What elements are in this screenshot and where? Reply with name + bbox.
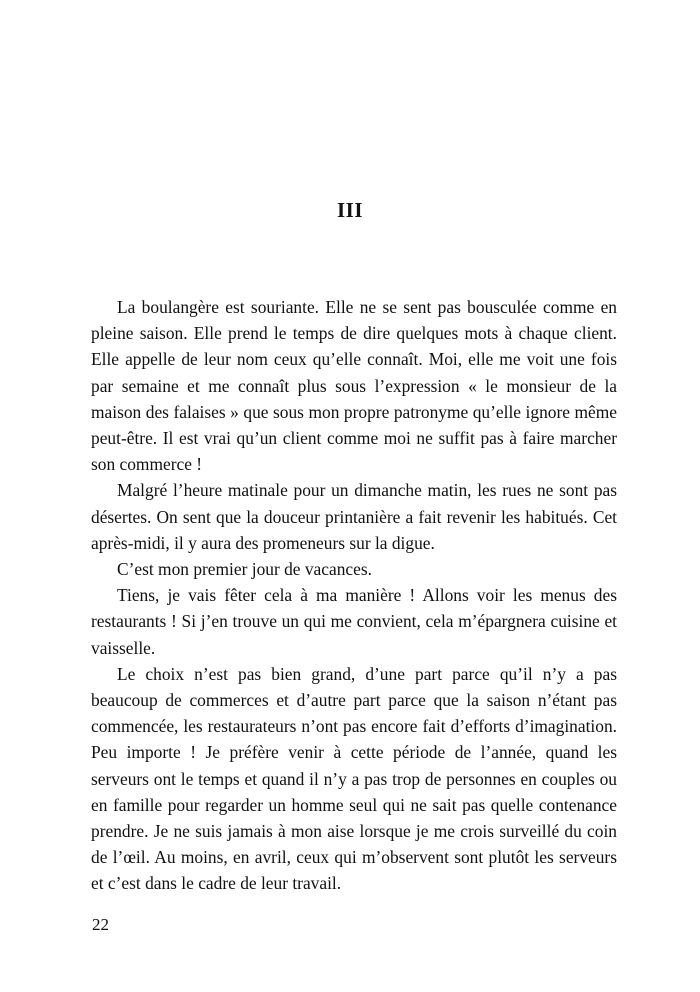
paragraph: Tiens, je vais fêter cela à ma manière ! Allons voir les menus des restaurants ! Si j’en trouve un qui me convient, cela m’épargnera cuisine et vaisselle. — [91, 585, 617, 658]
paragraph: Le choix n’est pas bien grand, d’une part parce qu’il n’y a pas beaucoup de commerces et d’autre part parce que la saison n’étant pas commencée, les restaurateurs n’ont pas encore fait d’efforts d’imagination. Peu importe ! Je préfère venir à cette période de l’année, quand les serveurs ont le temps et quand il n’y a pas trop de personnes en couples ou en famille pour regarder un homme seul qui ne sait pas quelle contenance prendre. Je ne suis jamais à mon aise lorsque je me crois surveillé du coin de l’œil. Au moins, en avril, ceux qui m’observent sont plutôt les serveurs et c’est dans le cadre de leur travail. — [91, 663, 617, 894]
chapter-heading: III — [336, 198, 364, 222]
chapter-body — [91, 294, 617, 897]
paragraph: C’est mon premier jour de vacances. — [117, 559, 372, 580]
paragraph: Malgré l’heure matinale pour un dimanche matin, les rues ne sont pas désertes. On sent que la douceur printanière a fait revenir les habitués. Cet après-midi, il y aura des promeneurs sur la digue. — [91, 480, 617, 553]
paragraph: La boulangère est souriante. Elle ne se sent pas bousculée comme en pleine saison. Elle prend le temps de dire quelques mots à chaque client. Elle appelle de leur nom ceux qu’elle connaît. Moi, elle me voit une fois par semaine et me connaît plus sous l’expression « le monsieur de la maison des falaises » que sous mon propre patronyme qu’elle ignore même peut-être. Il est vrai qu’un client comme moi ne suffit pas à faire marcher son commerce ! — [91, 297, 617, 475]
page-number: 22 — [92, 915, 109, 934]
